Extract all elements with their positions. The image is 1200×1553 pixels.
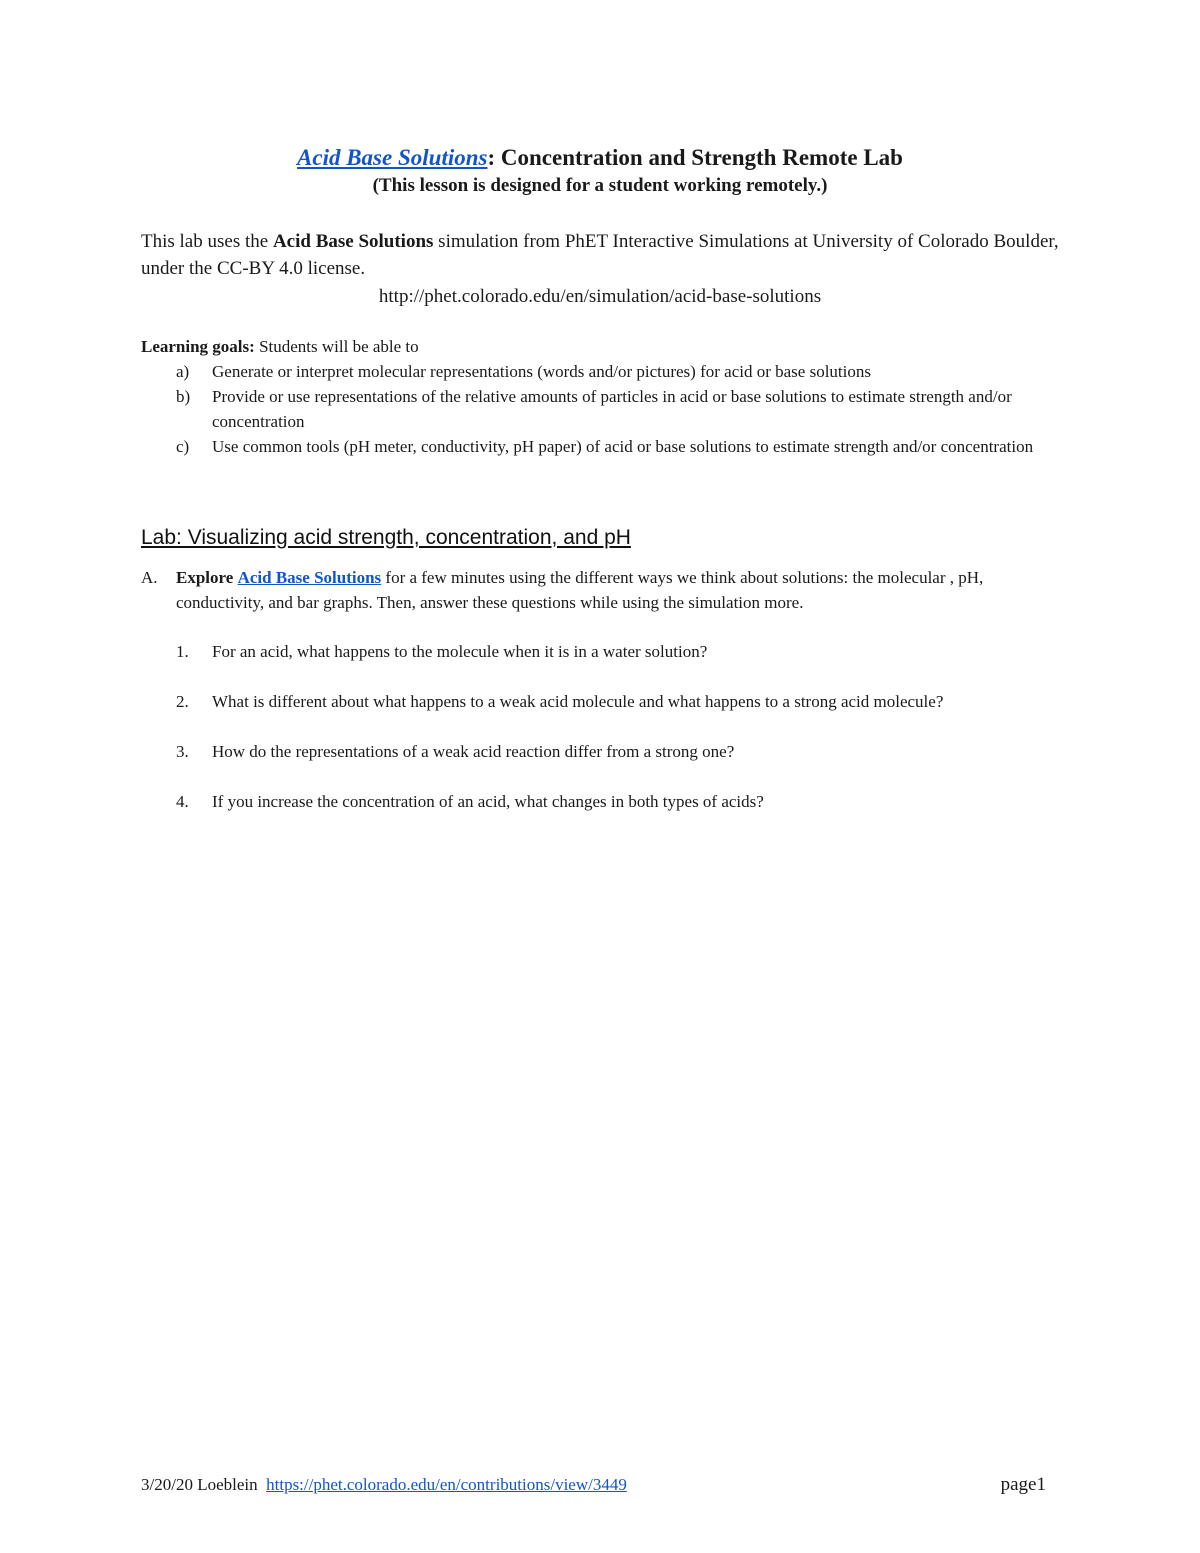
page-subtitle: (This lesson is designed for a student working remotely.) [372, 175, 828, 196]
question-item [141, 739, 1061, 764]
intro-sim-name: Acid Base Solutions [272, 231, 434, 252]
question-marker: 4. [176, 792, 189, 811]
learning-goals-header [141, 334, 1061, 359]
question-text: For an acid, what happens to the molecule when it is in a water solution? [212, 642, 708, 661]
question-marker: 2. [176, 692, 189, 711]
intro-text-1: This lab uses the [141, 231, 273, 252]
page-number: page1 [1000, 1474, 1046, 1495]
goal-text: Use common tools (pH meter, conductivity, pH paper) of acid or base solutions to estimate strength and/or concentration [212, 437, 1034, 456]
footer-link[interactable]: https://phet.colorado.edu/en/contributions/view/3449 [266, 1475, 627, 1494]
learning-goals-label: Learning goals: [141, 337, 255, 356]
page-title [0, 142, 1200, 174]
section-a-link[interactable]: Acid Base Solutions [237, 568, 382, 587]
section-a-paragraph [141, 565, 1061, 615]
learning-goals-lead: Students will be able to [254, 337, 419, 356]
questions-list [141, 639, 1061, 814]
question-text: What is different about what happens to a weak acid molecule and what happens to a strong acid molecule? [212, 692, 944, 711]
goal-item [141, 434, 1061, 459]
question-item [141, 689, 1061, 714]
intro-text-2: simulation from PhET Interactive Simulations at University of Colorado Boulder, under the CC-BY 4.0 license. [141, 231, 1059, 279]
lab-heading: Lab: Visualizing acid strength, concentration, and pH [141, 526, 631, 549]
section-a-text: for a few minutes using the different ways we think about solutions: the molecular , pH, conductivity, and bar graphs. Then, answer these questions while using the simulation more. [176, 568, 984, 612]
goal-marker: c) [176, 437, 190, 456]
goal-text: Generate or interpret molecular representations (words and/or pictures) for acid or base solutions [212, 362, 871, 381]
title-rest: : Concentration and Strength Remote Lab [487, 145, 903, 170]
question-item [141, 639, 1061, 664]
goal-text: Provide or use representations of the relative amounts of particles in acid or base solutions to estimate strength and/or concentration [212, 387, 1012, 431]
section-a-bold: Explore [176, 568, 234, 587]
section-a-marker: A. [141, 568, 158, 587]
intro-paragraph [141, 228, 1061, 282]
question-text: If you increase the concentration of an acid, what changes in both types of acids? [212, 792, 764, 811]
goal-marker: a) [176, 362, 190, 381]
question-text: How do the representations of a weak acid reaction differ from a strong one? [212, 742, 735, 761]
question-marker: 3. [176, 742, 189, 761]
goal-item [141, 384, 1061, 434]
learning-goals [141, 334, 1061, 459]
section-a [141, 565, 1061, 839]
title-link[interactable]: Acid Base Solutions [297, 145, 488, 170]
goal-item [141, 359, 1061, 384]
title-block [0, 142, 1200, 200]
question-marker: 1. [176, 642, 189, 661]
page-footer [141, 1472, 1046, 1497]
learning-goals-list [141, 359, 1061, 459]
question-item [141, 789, 1061, 814]
sim-url: http://phet.colorado.edu/en/simulation/acid-base-solutions [378, 286, 822, 307]
footer-date-author: 3/20/20 Loeblein [141, 1475, 258, 1494]
goal-marker: b) [176, 387, 191, 406]
